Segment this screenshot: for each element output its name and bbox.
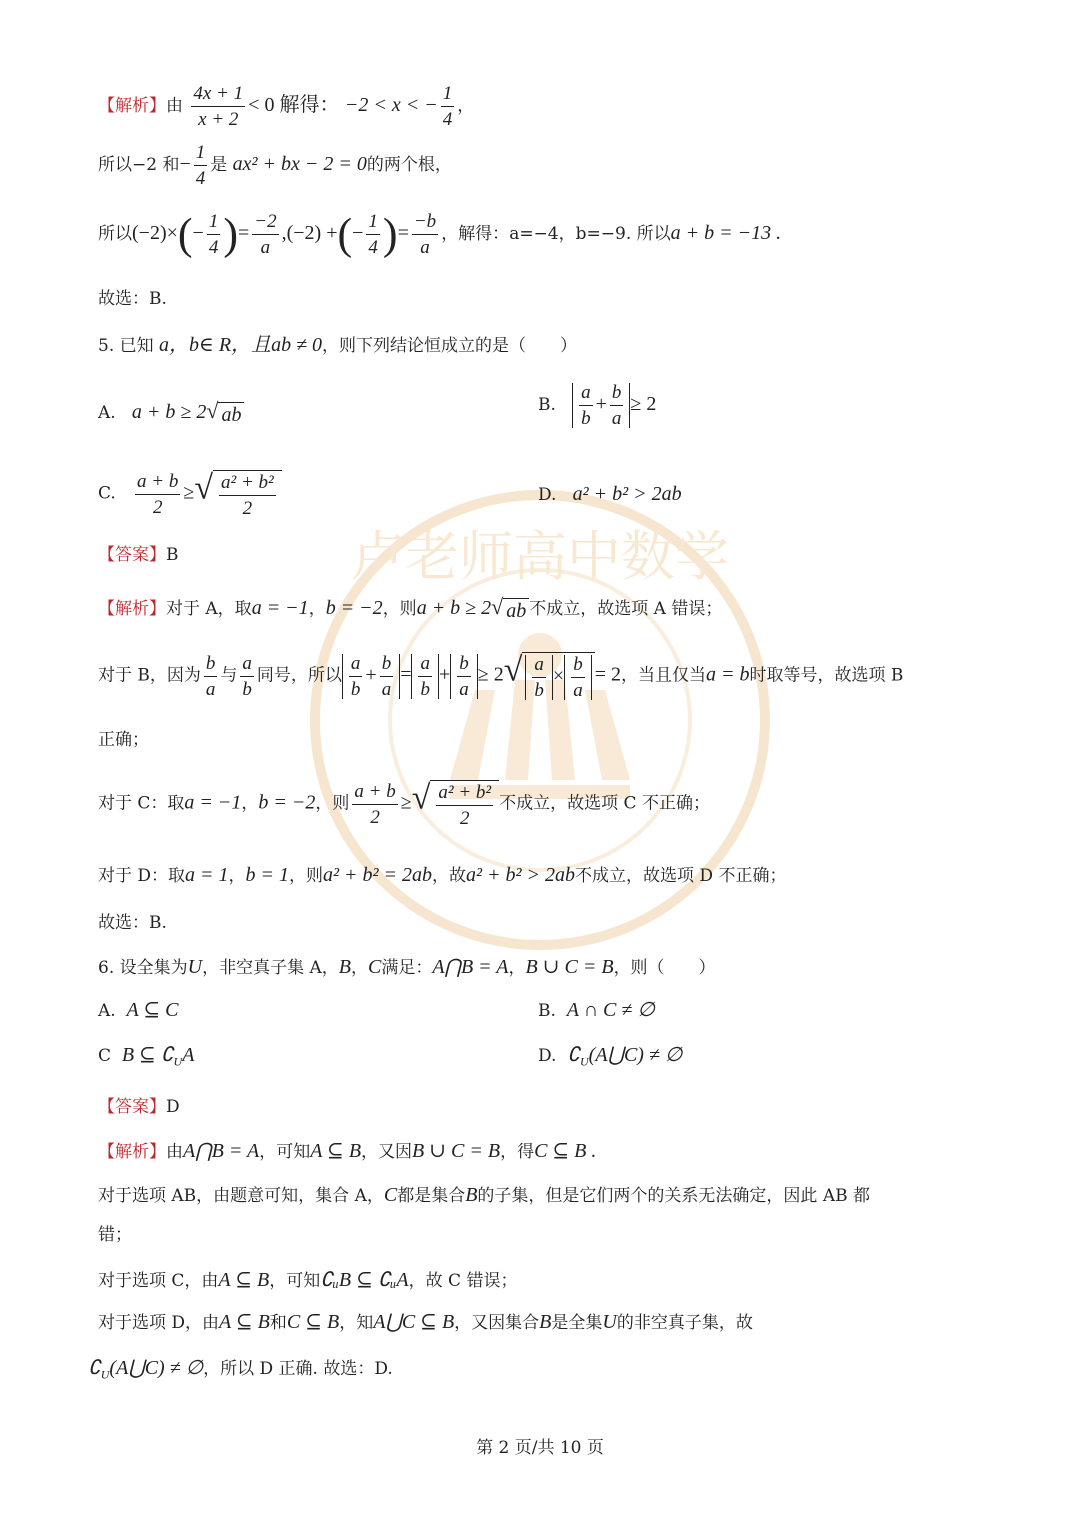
text: ，解得： xyxy=(441,224,510,244)
q5-sol-line2b: 正确； xyxy=(98,730,149,750)
math: A ⊆ B xyxy=(219,1311,270,1333)
denominator: a xyxy=(381,678,392,700)
text: 对于 B，因为 xyxy=(98,665,201,686)
sqrt-sign: √ xyxy=(491,594,504,619)
q6-sol-line5 xyxy=(88,1358,393,1380)
math: b = −2 xyxy=(325,597,383,619)
math: a + b ≥ 2 xyxy=(131,401,207,423)
plus: + xyxy=(365,663,377,686)
text: 对于选项 D，由 xyxy=(98,1313,220,1333)
q5-option-c xyxy=(98,470,282,518)
text: ，非空真子集 A， xyxy=(202,958,339,978)
math: a = −1 xyxy=(184,791,242,814)
option-label: D. xyxy=(538,485,557,505)
answer-value: B xyxy=(166,545,179,565)
sol4-line3 xyxy=(98,209,782,259)
text: 6. 设全集为 xyxy=(98,958,188,978)
equation: a + b = −13 . xyxy=(670,222,782,244)
abs-value xyxy=(525,655,553,700)
fraction xyxy=(532,655,546,700)
denominator: b xyxy=(581,408,591,429)
text: ，故 xyxy=(432,866,467,886)
text: < 0 解得： xyxy=(248,94,340,116)
math: (A⋃C) ≠ ∅ xyxy=(109,1357,204,1379)
numerator: b xyxy=(457,654,471,677)
equals: = xyxy=(397,222,409,244)
text: 是 xyxy=(210,155,228,175)
analysis-tag: 【解析】 xyxy=(98,599,166,619)
radicand: ab xyxy=(503,598,529,621)
math: a，b∈ R，且 xyxy=(159,334,272,356)
equals: = xyxy=(237,222,250,244)
text: ，则 xyxy=(289,866,324,886)
minus: − xyxy=(179,153,191,175)
fraction xyxy=(252,212,278,257)
text: ，所以 D 正确. 故选：D. xyxy=(203,1359,393,1379)
text: 不成立，故选项 C 不正确； xyxy=(499,793,710,814)
analysis-tag: 【解析】 xyxy=(98,96,166,116)
math: B xyxy=(338,956,351,978)
answer-tag: 【答案】 xyxy=(98,545,166,565)
text: 对于 C：取 xyxy=(98,793,185,814)
numerator: a² + b² xyxy=(436,783,493,806)
q6-option-a xyxy=(98,1000,178,1020)
math: U xyxy=(187,956,203,978)
option-label: A. xyxy=(98,403,116,423)
radicand xyxy=(213,470,282,518)
numerator: 4x + 1 xyxy=(191,84,245,107)
math: A ⊆ B xyxy=(310,1140,362,1162)
fraction xyxy=(352,782,397,827)
text: ， xyxy=(508,958,526,978)
denominator: x + 2 xyxy=(198,109,239,130)
fraction xyxy=(366,212,380,257)
numerator: 1 xyxy=(366,212,380,235)
sqrt-sign: √ xyxy=(194,469,214,507)
math: a + b ≥ 2 xyxy=(416,597,492,619)
text: ，故 C 错误； xyxy=(408,1271,518,1291)
denominator: 4 xyxy=(442,109,453,130)
math: ≥ xyxy=(400,791,412,814)
text: 对于选项 AB，由题意可知，集合 A， xyxy=(98,1186,384,1206)
option-label: B. xyxy=(538,395,556,415)
q6-option-d xyxy=(538,1045,682,1067)
numerator: a xyxy=(418,654,432,677)
fraction xyxy=(135,472,180,517)
math: ≥ 2 xyxy=(630,393,657,415)
numerator: b xyxy=(204,654,218,677)
numerator: b xyxy=(380,654,394,677)
q5-answer xyxy=(98,547,179,564)
fraction xyxy=(579,383,593,428)
denominator: 2 xyxy=(152,496,163,518)
equals: = xyxy=(400,663,412,686)
analysis-tag: 【解析】 xyxy=(98,1142,166,1162)
denominator: b xyxy=(242,678,252,700)
subscript: U xyxy=(100,1367,110,1382)
sqrt-sign: √ xyxy=(503,651,523,689)
text: 对于 D：取 xyxy=(98,866,186,886)
text: 同号，所以 xyxy=(256,665,342,686)
inequality: −2 < x < − xyxy=(344,94,438,116)
math: ,(−2) + xyxy=(281,222,338,244)
text: ，则 xyxy=(315,793,350,814)
abs-value xyxy=(450,654,478,699)
fraction xyxy=(412,212,438,257)
math: A⋂B = A xyxy=(432,956,509,978)
complement-symbol: ∁ xyxy=(88,1357,101,1379)
fraction xyxy=(191,84,245,129)
minus: − xyxy=(352,222,364,244)
text: ， xyxy=(457,96,475,116)
equation: ax² + bx − 2 = 0 xyxy=(232,153,367,175)
q6-stem xyxy=(98,957,716,977)
abs-value xyxy=(411,654,439,699)
plus: + xyxy=(595,393,607,415)
denominator: 2 xyxy=(370,806,380,828)
text: 不成立，故选项 A 错误； xyxy=(529,599,723,619)
abs-value xyxy=(564,655,592,700)
q6-sol-line4 xyxy=(98,1312,753,1332)
fraction xyxy=(204,654,218,699)
text: ，又因集合 xyxy=(454,1313,540,1333)
denominator: a xyxy=(573,680,583,701)
denominator: a xyxy=(260,237,271,258)
text: 时取等号，故选项 B xyxy=(749,665,904,686)
q5-option-d xyxy=(538,484,682,504)
text: ，知 xyxy=(339,1313,374,1333)
denominator: 2 xyxy=(460,808,470,829)
math: (−2)× xyxy=(132,222,178,244)
fraction xyxy=(194,143,208,188)
watermark-stamp xyxy=(300,480,780,960)
sol4-choice: 故选：B. xyxy=(98,289,167,309)
math: A⋃C ⊆ B xyxy=(373,1311,455,1333)
text: ，可知 xyxy=(269,1271,321,1291)
numerator: a xyxy=(532,655,546,678)
paren: ( xyxy=(177,209,193,259)
text: 的非空真子集，故 xyxy=(616,1313,753,1333)
numerator: 1 xyxy=(194,143,208,166)
paren: ) xyxy=(223,209,238,259)
sol4-line1 xyxy=(98,84,474,129)
math: a² + b² = 2ab xyxy=(323,864,433,886)
q5-stem xyxy=(98,335,577,355)
numerator: −2 xyxy=(252,212,278,235)
text: 的两个根， xyxy=(366,155,452,175)
text: ， xyxy=(308,599,326,619)
radicand xyxy=(430,780,499,828)
fraction xyxy=(457,654,471,699)
radicand: ab xyxy=(218,402,244,425)
text: 满足： xyxy=(381,958,433,978)
math: B xyxy=(465,1184,478,1206)
math: b = −2 xyxy=(258,791,316,814)
math: a = 1 xyxy=(185,864,229,886)
math: a² + b² > 2ab xyxy=(572,483,682,505)
text: ， xyxy=(228,866,246,886)
sol4-line2 xyxy=(98,143,452,188)
subscript: U xyxy=(579,1054,589,1069)
text: 由 xyxy=(166,96,183,116)
text: 的子集，但是它们两个的关系无法确定，因此 AB 都 xyxy=(477,1186,870,1206)
q5-option-a xyxy=(98,400,244,425)
q5-sol-line3 xyxy=(98,780,710,828)
math: U xyxy=(602,1311,617,1333)
q6-option-c xyxy=(98,1045,194,1067)
math: A ⊆ B xyxy=(218,1269,270,1291)
paren: ( xyxy=(337,209,353,259)
math: a² + b² > 2ab xyxy=(466,864,576,886)
text: 是全集 xyxy=(551,1313,603,1333)
q6-answer xyxy=(98,1099,180,1116)
option-label: B. xyxy=(538,1001,556,1021)
math: B ⊆ ∁ xyxy=(121,1044,174,1066)
numerator: a + b xyxy=(135,472,180,495)
denominator: b xyxy=(534,680,544,701)
text: ，则下列结论恒成立的是（ ） xyxy=(322,336,578,356)
q5-sol-line1 xyxy=(98,596,722,621)
text: 所以−2 和 xyxy=(98,155,180,175)
text: 5. 已知 xyxy=(98,336,154,356)
math: A xyxy=(182,1044,195,1066)
numerator: −b xyxy=(412,212,438,235)
fraction xyxy=(207,212,221,257)
math: b = 1 xyxy=(245,864,290,886)
math: ab ≠ 0 xyxy=(271,334,323,356)
fraction xyxy=(441,84,455,129)
fraction xyxy=(349,654,363,699)
text: ，得 xyxy=(500,1142,535,1162)
numerator: a + b xyxy=(352,782,397,805)
denominator: a xyxy=(420,237,430,258)
q6-option-b xyxy=(538,1000,655,1020)
denominator: 4 xyxy=(195,168,206,189)
minus: − xyxy=(192,222,204,244)
numerator: b xyxy=(571,655,585,678)
math: a = −1 xyxy=(251,597,309,619)
text: ， xyxy=(350,958,368,978)
option-label: D. xyxy=(538,1046,557,1066)
math: C ⊆ B xyxy=(286,1311,340,1333)
math: C xyxy=(383,1184,398,1206)
sqrt-sign: √ xyxy=(206,398,219,423)
math: (A⋃C) ≠ ∅ xyxy=(588,1044,683,1066)
subscript: U xyxy=(173,1054,183,1069)
math: A⋂B = A xyxy=(183,1140,260,1162)
fraction xyxy=(418,654,432,699)
fraction xyxy=(436,783,493,828)
page-footer: 第 2 页/共 10 页 xyxy=(476,1438,604,1458)
numerator: a² + b² xyxy=(219,473,276,496)
denominator: b xyxy=(350,678,361,700)
numerator: a xyxy=(579,383,593,406)
q6-sol-line3 xyxy=(98,1270,517,1290)
numerator: 1 xyxy=(207,212,221,235)
fraction xyxy=(380,654,394,699)
text: ，又因 xyxy=(361,1142,413,1162)
denominator: 4 xyxy=(208,237,219,258)
text: ，当且仅当 xyxy=(620,665,706,686)
text: a=−4，b=−9. 所以 xyxy=(509,224,671,244)
text: 对于选项 C，由 xyxy=(98,1271,219,1291)
text: 与 xyxy=(220,665,238,686)
q5-option-b xyxy=(538,383,656,428)
fraction xyxy=(219,473,276,518)
text: 都是集合 xyxy=(397,1186,466,1206)
option-label: C xyxy=(98,1046,112,1066)
math: C ⊆ B . xyxy=(534,1140,597,1162)
option-label: A. xyxy=(98,1001,116,1021)
math: = 2 xyxy=(594,663,621,686)
q5-sol-line4 xyxy=(98,865,786,885)
radicand xyxy=(522,652,594,700)
text: 由 xyxy=(166,1142,183,1162)
fraction xyxy=(240,654,254,699)
math: B ∪ C = B xyxy=(412,1140,501,1162)
numerator: a xyxy=(240,654,254,677)
denominator: a xyxy=(611,408,622,429)
math: A ∩ C ≠ ∅ xyxy=(566,999,655,1021)
q5-sol-line2 xyxy=(98,652,903,700)
denominator: a xyxy=(205,678,216,700)
fraction xyxy=(571,655,585,700)
q6-sol-line2 xyxy=(98,1185,870,1205)
text: ，可知 xyxy=(259,1142,311,1162)
text: ， xyxy=(241,793,259,814)
q5-choice: 故选：B. xyxy=(98,913,167,933)
denominator: 4 xyxy=(368,237,378,258)
text: ，则 xyxy=(382,599,417,619)
q6-sol-line1 xyxy=(98,1141,596,1161)
text: 所以 xyxy=(98,224,132,244)
abs-value xyxy=(342,654,400,699)
numerator: b xyxy=(610,383,624,406)
denominator: a xyxy=(459,678,469,700)
option-label: C. xyxy=(98,483,116,504)
times: × xyxy=(552,665,565,687)
numerator: a xyxy=(349,654,363,677)
answer-value: D xyxy=(166,1097,180,1117)
answer-tag: 【答案】 xyxy=(98,1097,166,1117)
text: 和 xyxy=(269,1313,287,1333)
denominator: 2 xyxy=(242,498,253,519)
text: 不成立，故选项 D 不正确； xyxy=(575,866,787,886)
text: 对于 A，取 xyxy=(166,599,252,619)
abs-value xyxy=(572,383,630,428)
paren: ) xyxy=(382,209,398,259)
math: ≥ xyxy=(183,481,195,504)
sqrt-sign: √ xyxy=(411,779,431,817)
text: ，则（ ） xyxy=(613,958,716,978)
math: a = b xyxy=(705,663,750,686)
q6-sol-line2b: 错； xyxy=(98,1225,132,1245)
complement-symbol: ∁ xyxy=(567,1044,580,1066)
math: B ∪ C = B xyxy=(525,956,614,978)
watermark-text: 卢老师高中数学 xyxy=(351,525,729,588)
math: C xyxy=(367,956,382,978)
math: ∁ᵤB ⊆ ∁ᵤA xyxy=(320,1269,409,1291)
plus: + xyxy=(438,663,451,686)
math: B xyxy=(539,1311,552,1333)
numerator: 1 xyxy=(441,84,455,107)
math: A ⊆ C xyxy=(126,999,179,1021)
math: ≥ 2 xyxy=(477,663,504,686)
fraction xyxy=(610,383,624,428)
denominator: b xyxy=(420,678,430,700)
